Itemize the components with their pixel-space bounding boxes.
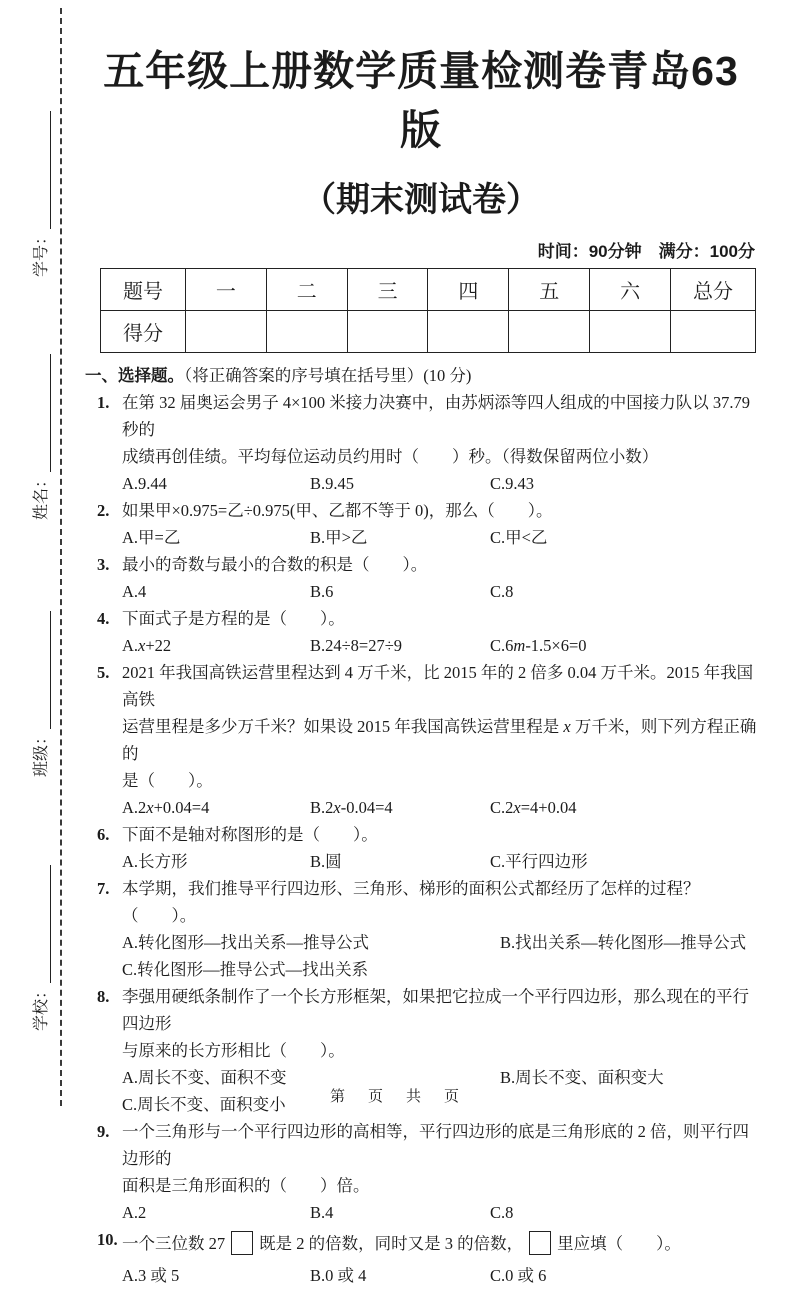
question-3 <box>85 551 757 605</box>
score-table-col-4: 四 <box>428 269 509 311</box>
question-options <box>122 524 757 551</box>
option-c: C.平行四边形 <box>490 852 588 871</box>
question-number: 10. <box>97 1230 118 1249</box>
class-blank-line <box>32 611 51 729</box>
option-b: B.24÷8=27÷9 <box>310 636 403 655</box>
question-text-line: 下面式子是方程的是（ ）。 <box>122 609 345 628</box>
question-list <box>85 389 757 1289</box>
question-4 <box>85 605 757 659</box>
option-b: B.找出关系—转化图形—推导公式 <box>500 933 747 952</box>
question-2 <box>85 497 757 551</box>
option-b: B.圆 <box>310 852 342 871</box>
student-name-field <box>25 310 51 520</box>
question-options <box>122 470 757 497</box>
score-cell <box>428 311 509 353</box>
question-text-line: 李强用硬纸条制作了一个长方形框架，如果把它拉成一个平行四边形，那么现在的平行四边形 <box>122 987 749 1033</box>
question-options <box>122 632 757 659</box>
section-header <box>85 362 757 389</box>
question-number: 3. <box>97 555 110 574</box>
option-a: A.3 或 5 <box>122 1266 180 1285</box>
option-c: C.0 或 6 <box>490 1266 547 1285</box>
option-b: B.6 <box>310 582 334 601</box>
question-number: 4. <box>97 609 110 628</box>
option-c: C.2x=4+0.04 <box>490 798 577 817</box>
question-number: 7. <box>97 879 110 898</box>
question-number: 9. <box>97 1122 110 1141</box>
question-options <box>122 929 757 956</box>
question-text-line: 运营里程是多少万千米？如果设 2015 年我国高铁运营里程是 x 万千米，则下列方程正确的 <box>122 717 757 763</box>
question-text-line: 成绩再创佳绩。平均每位运动员约用时（ ）秒。（得数保留两位小数） <box>122 447 659 466</box>
student-name-blank-line <box>32 354 51 472</box>
question-5 <box>85 659 757 821</box>
score-cell <box>590 311 671 353</box>
question-1 <box>85 389 757 497</box>
question-text-line: 一个三角形与一个平行四边形的高相等，平行四边形的底是三角形底的 2 倍，则平行四边形的 <box>122 1122 749 1168</box>
question-number: 8. <box>97 987 110 1006</box>
score-table-col-total: 总分 <box>671 269 756 311</box>
option-c: C.8 <box>490 1203 514 1222</box>
option-c: C.甲<乙 <box>490 528 548 547</box>
score-cell <box>509 311 590 353</box>
page-footer: 第 页 共 页 <box>329 1089 463 1105</box>
option-a: A.x+22 <box>122 636 172 655</box>
question-text-line: 在第 32 届奥运会男子 4×100 米接力决赛中，由苏炳添等四人组成的中国接力队以 37.79 秒的 <box>122 393 751 439</box>
score-cell <box>266 311 347 353</box>
question-number: 5. <box>97 663 110 682</box>
school-blank-line <box>32 865 51 983</box>
question-options <box>122 1199 757 1226</box>
question-text-segment: 既是 2 的倍数，同时又是 3 的倍数， <box>259 1234 524 1253</box>
option-b: B.周长不变、面积变大 <box>500 1068 664 1087</box>
option-a: A.2 <box>122 1203 147 1222</box>
option-a: A.甲=乙 <box>122 528 181 547</box>
question-number: 6. <box>97 825 110 844</box>
school-field <box>25 821 51 1031</box>
score-table-col-2: 二 <box>266 269 347 311</box>
score-table <box>100 268 756 353</box>
student-id-blank-line <box>32 111 51 229</box>
question-text-line: 面积是三角形面积的（ ）倍。 <box>122 1176 370 1195</box>
option-c: C.周长不变、面积变小 <box>122 1095 286 1114</box>
score-table-col-6: 六 <box>590 269 671 311</box>
score-cell <box>186 311 267 353</box>
section-title: 一、选择题。 <box>85 366 184 385</box>
score-cell <box>347 311 428 353</box>
question-number: 1. <box>97 393 110 412</box>
question-10 <box>85 1226 757 1289</box>
question-number: 2. <box>97 501 110 520</box>
option-a: A.4 <box>122 582 147 601</box>
option-b: B.0 或 4 <box>310 1266 367 1285</box>
section-note: （将正确答案的序号填在括号里）(10 分) <box>184 366 472 385</box>
time-score-info: 时间：90分钟 满分：100分 <box>537 242 755 261</box>
question-options <box>122 794 757 821</box>
score-table-col-3: 三 <box>347 269 428 311</box>
question-options <box>122 578 757 605</box>
question-text-line: 与原来的长方形相比（ ）。 <box>122 1041 345 1060</box>
option-a: A.9.44 <box>122 474 167 493</box>
seal-dashed-line <box>60 8 62 1106</box>
question-text-line: 如果甲×0.975=乙÷0.975(甲、乙都不等于 0)，那么（ ）。 <box>122 501 553 520</box>
question-text-segment: 一个三位数 27 <box>122 1234 226 1253</box>
option-b: B.9.45 <box>310 474 355 493</box>
option-b: B.2x-0.04=4 <box>310 798 393 817</box>
blank-box <box>529 1231 551 1255</box>
option-b: B.4 <box>310 1203 334 1222</box>
option-a: A.转化图形—找出关系—推导公式 <box>122 933 370 952</box>
question-text-line <box>122 1226 757 1262</box>
school-label: 学校： <box>33 982 50 1031</box>
question-options <box>122 1262 757 1289</box>
question-7 <box>85 875 757 983</box>
page-subtitle: （期末测试卷） <box>302 181 540 219</box>
question-text-line: 下面不是轴对称图形的是（ ）。 <box>122 825 378 844</box>
question-9 <box>85 1118 757 1226</box>
score-table-header-row <box>101 269 756 311</box>
score-table-col-5: 五 <box>509 269 590 311</box>
student-name-label: 姓名： <box>33 471 50 520</box>
class-label: 班级： <box>33 728 50 777</box>
question-text-line: 本学期，我们推导平行四边形、三角形、梯形的面积公式都经历了怎样的过程？（ ）。 <box>122 879 700 925</box>
option-b: B.甲>乙 <box>310 528 368 547</box>
student-id-label: 学号： <box>33 228 50 277</box>
option-a: A.周长不变、面积不变 <box>122 1068 287 1087</box>
blank-box <box>231 1231 253 1255</box>
question-6 <box>85 821 757 875</box>
question-text-segment: 里应填（ ）。 <box>557 1234 681 1253</box>
score-table-score-row <box>101 311 756 353</box>
page-title: 五年级上册数学质量检测卷青岛63版 <box>103 48 739 153</box>
score-cell-total <box>671 311 756 353</box>
score-table-col-1: 一 <box>186 269 267 311</box>
question-options <box>122 848 757 875</box>
score-table-label-score: 得分 <box>101 311 186 353</box>
option-a: A.2x+0.04=4 <box>122 798 210 817</box>
score-table-label-question-number: 题号 <box>101 269 186 311</box>
question-text-line: 最小的奇数与最小的合数的积是（ ）。 <box>122 555 428 574</box>
class-field <box>25 567 51 777</box>
option-c: C.转化图形—推导公式—找出关系 <box>122 960 369 979</box>
option-c: C.8 <box>490 582 514 601</box>
student-id-field <box>25 67 51 277</box>
question-text-line: 是（ ）。 <box>122 771 213 790</box>
option-c: C.6m-1.5×6=0 <box>490 636 587 655</box>
option-c: C.9.43 <box>490 474 535 493</box>
option-a: A.长方形 <box>122 852 188 871</box>
question-text-line: 2021 年我国高铁运营里程达到 4 万千米，比 2015 年的 2 倍多 0.04 万千米。2015 年我国高铁 <box>122 663 754 709</box>
